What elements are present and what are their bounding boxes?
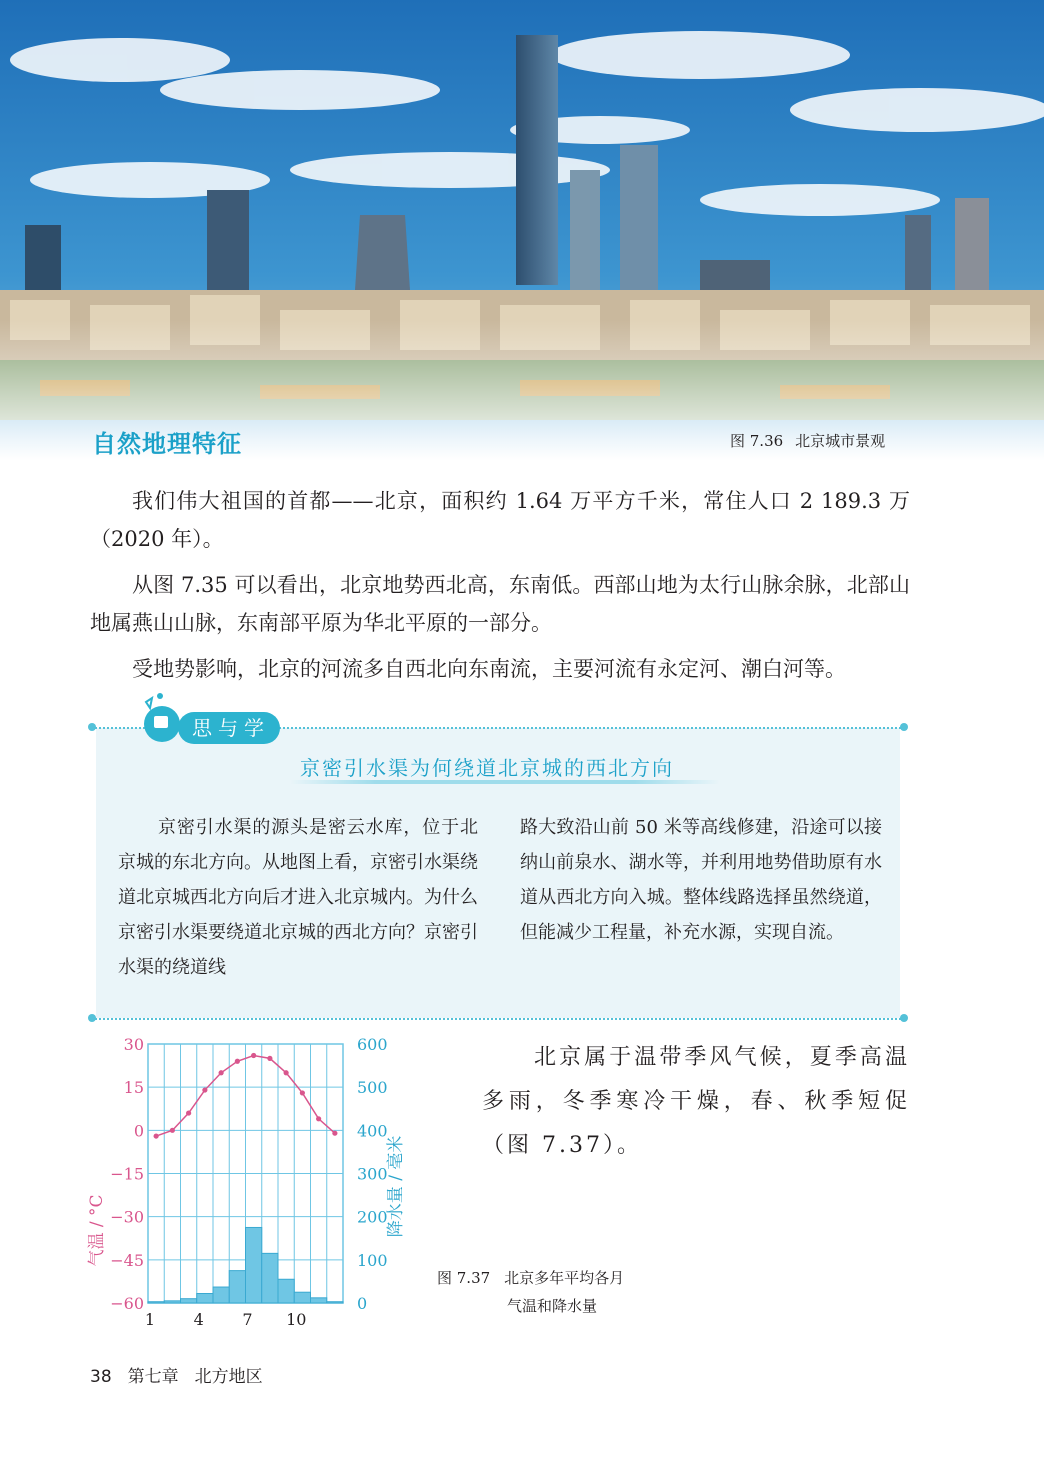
divider-dot [900, 723, 908, 731]
temperature-point [267, 1056, 272, 1061]
precipitation-bar [246, 1227, 262, 1303]
temperature-tick-label: 15 [123, 1078, 144, 1098]
temperature-point [219, 1070, 224, 1075]
temperature-point [170, 1128, 175, 1133]
temperature-point [186, 1110, 191, 1115]
divider-dot [88, 1014, 96, 1022]
month-tick-label: 1 [144, 1310, 156, 1329]
temperature-tick-label: −15 [110, 1164, 144, 1184]
precipitation-bar [229, 1271, 245, 1303]
precipitation-tick-label: 300 [357, 1164, 388, 1184]
chapter-title: 北方地区 [194, 1367, 263, 1387]
temperature-point [154, 1133, 159, 1138]
paragraph-rivers: 受地势影响，北京的河流多自西北向东南流，主要河流有永定河、潮白河等。 [132, 657, 846, 681]
precipitation-tick-label: 400 [357, 1121, 388, 1141]
temperature-tick-label: −45 [110, 1250, 144, 1270]
precipitation-axis-label: 降水量 / 毫米 [386, 1135, 406, 1238]
temperature-point [251, 1053, 256, 1058]
beijing-skyline-illustration [0, 0, 1044, 460]
box-left-column: 京密引水渠的源头是密云水库，位于北京城的东北方向。从地图上看，京密引水渠绕道北京城西北方向后才进入北京城内。为什么京密引水渠要绕道北京城的西北方向？京密引水渠的绕道线 [118, 817, 478, 978]
figure-caption-7-36 [730, 430, 885, 451]
temperature-point [332, 1131, 337, 1136]
precipitation-tick-label: 100 [357, 1250, 388, 1270]
temperature-point [235, 1059, 240, 1064]
page-number: 38 [90, 1367, 112, 1387]
box-title: 京密引水渠为何绕道北京城的西北方向 [300, 756, 674, 780]
section-title: 自然地理特征 [92, 430, 242, 458]
figure-title: 北京城市景观 [795, 432, 886, 450]
month-tick-label: 4 [193, 1310, 204, 1329]
month-tick-label: 10 [286, 1310, 307, 1329]
precipitation-tick-label: 200 [357, 1207, 388, 1227]
precipitation-tick-label: 500 [357, 1078, 388, 1098]
precipitation-bar [148, 1302, 164, 1303]
climate-description-text: 北京属于温带季风气候，夏季高温多雨，冬季寒冷干燥，春、秋季短促（图 7.37）。 [482, 1045, 910, 1158]
temperature-tick-label: 0 [133, 1121, 144, 1141]
divider-dot [88, 723, 96, 731]
precipitation-bar [213, 1287, 229, 1303]
thinking-head-icon [140, 690, 184, 746]
figure-caption-line1: 北京多年平均各月 [504, 1269, 625, 1287]
paragraph-terrain: 从图 7.35 可以看出，北京地势西北高，东南低。西部山地为太行山脉余脉，北部山地属燕山山脉，东南部平原为华北平原的一部分。 [90, 573, 910, 635]
temperature-point [284, 1070, 289, 1075]
temperature-tick-label: −60 [110, 1294, 144, 1313]
temperature-point [300, 1090, 305, 1095]
figure-caption-line2: 气温和降水量 [507, 1297, 598, 1315]
precipitation-bar [294, 1292, 310, 1303]
precipitation-bar [164, 1301, 180, 1303]
precipitation-bars [148, 1227, 343, 1303]
temperature-point [202, 1087, 207, 1092]
precipitation-bar [197, 1294, 213, 1303]
figure-number: 图 7.37 [437, 1269, 491, 1287]
hero-image [0, 0, 1044, 460]
page-footer [90, 1362, 263, 1387]
precipitation-bar [311, 1298, 327, 1303]
precipitation-bar [278, 1279, 294, 1303]
precipitation-bar [181, 1299, 197, 1303]
think-and-learn-badge: 思与学 [178, 712, 280, 744]
box-bottom-divider [92, 1018, 904, 1020]
temperature-point [316, 1116, 321, 1121]
temperature-axis-label: 气温 / °C [87, 1194, 107, 1267]
climate-chart [80, 1030, 440, 1340]
divider-dot [900, 1014, 908, 1022]
month-tick-label: 7 [242, 1310, 253, 1329]
climate-description [482, 1036, 910, 1168]
chapter-label: 第七章 [127, 1367, 179, 1387]
figure-number: 图 7.36 [730, 432, 784, 450]
box-title-underline [290, 780, 720, 784]
figure-caption-7-37 [437, 1264, 624, 1320]
paragraph-capital: 我们伟大祖国的首都——北京，面积约 1.64 万平方千米，常住人口 2 189.3 万（2020 年）。 [90, 489, 910, 551]
precipitation-tick-label: 600 [357, 1035, 388, 1054]
box-right-column: 路大致沿山前 50 米等高线修建，沿途可以接纳山前泉水、湖水等，并利用地势借助原有水道从西北方向入城。整体线路选择虽然绕道，但能减少工程量，补充水源，实现自流。 [520, 817, 882, 943]
precipitation-bar [262, 1253, 278, 1303]
precipitation-bar [327, 1302, 343, 1303]
precipitation-tick-label: 0 [357, 1294, 368, 1313]
temperature-tick-label: 30 [123, 1035, 144, 1054]
temperature-tick-label: −30 [110, 1207, 144, 1227]
